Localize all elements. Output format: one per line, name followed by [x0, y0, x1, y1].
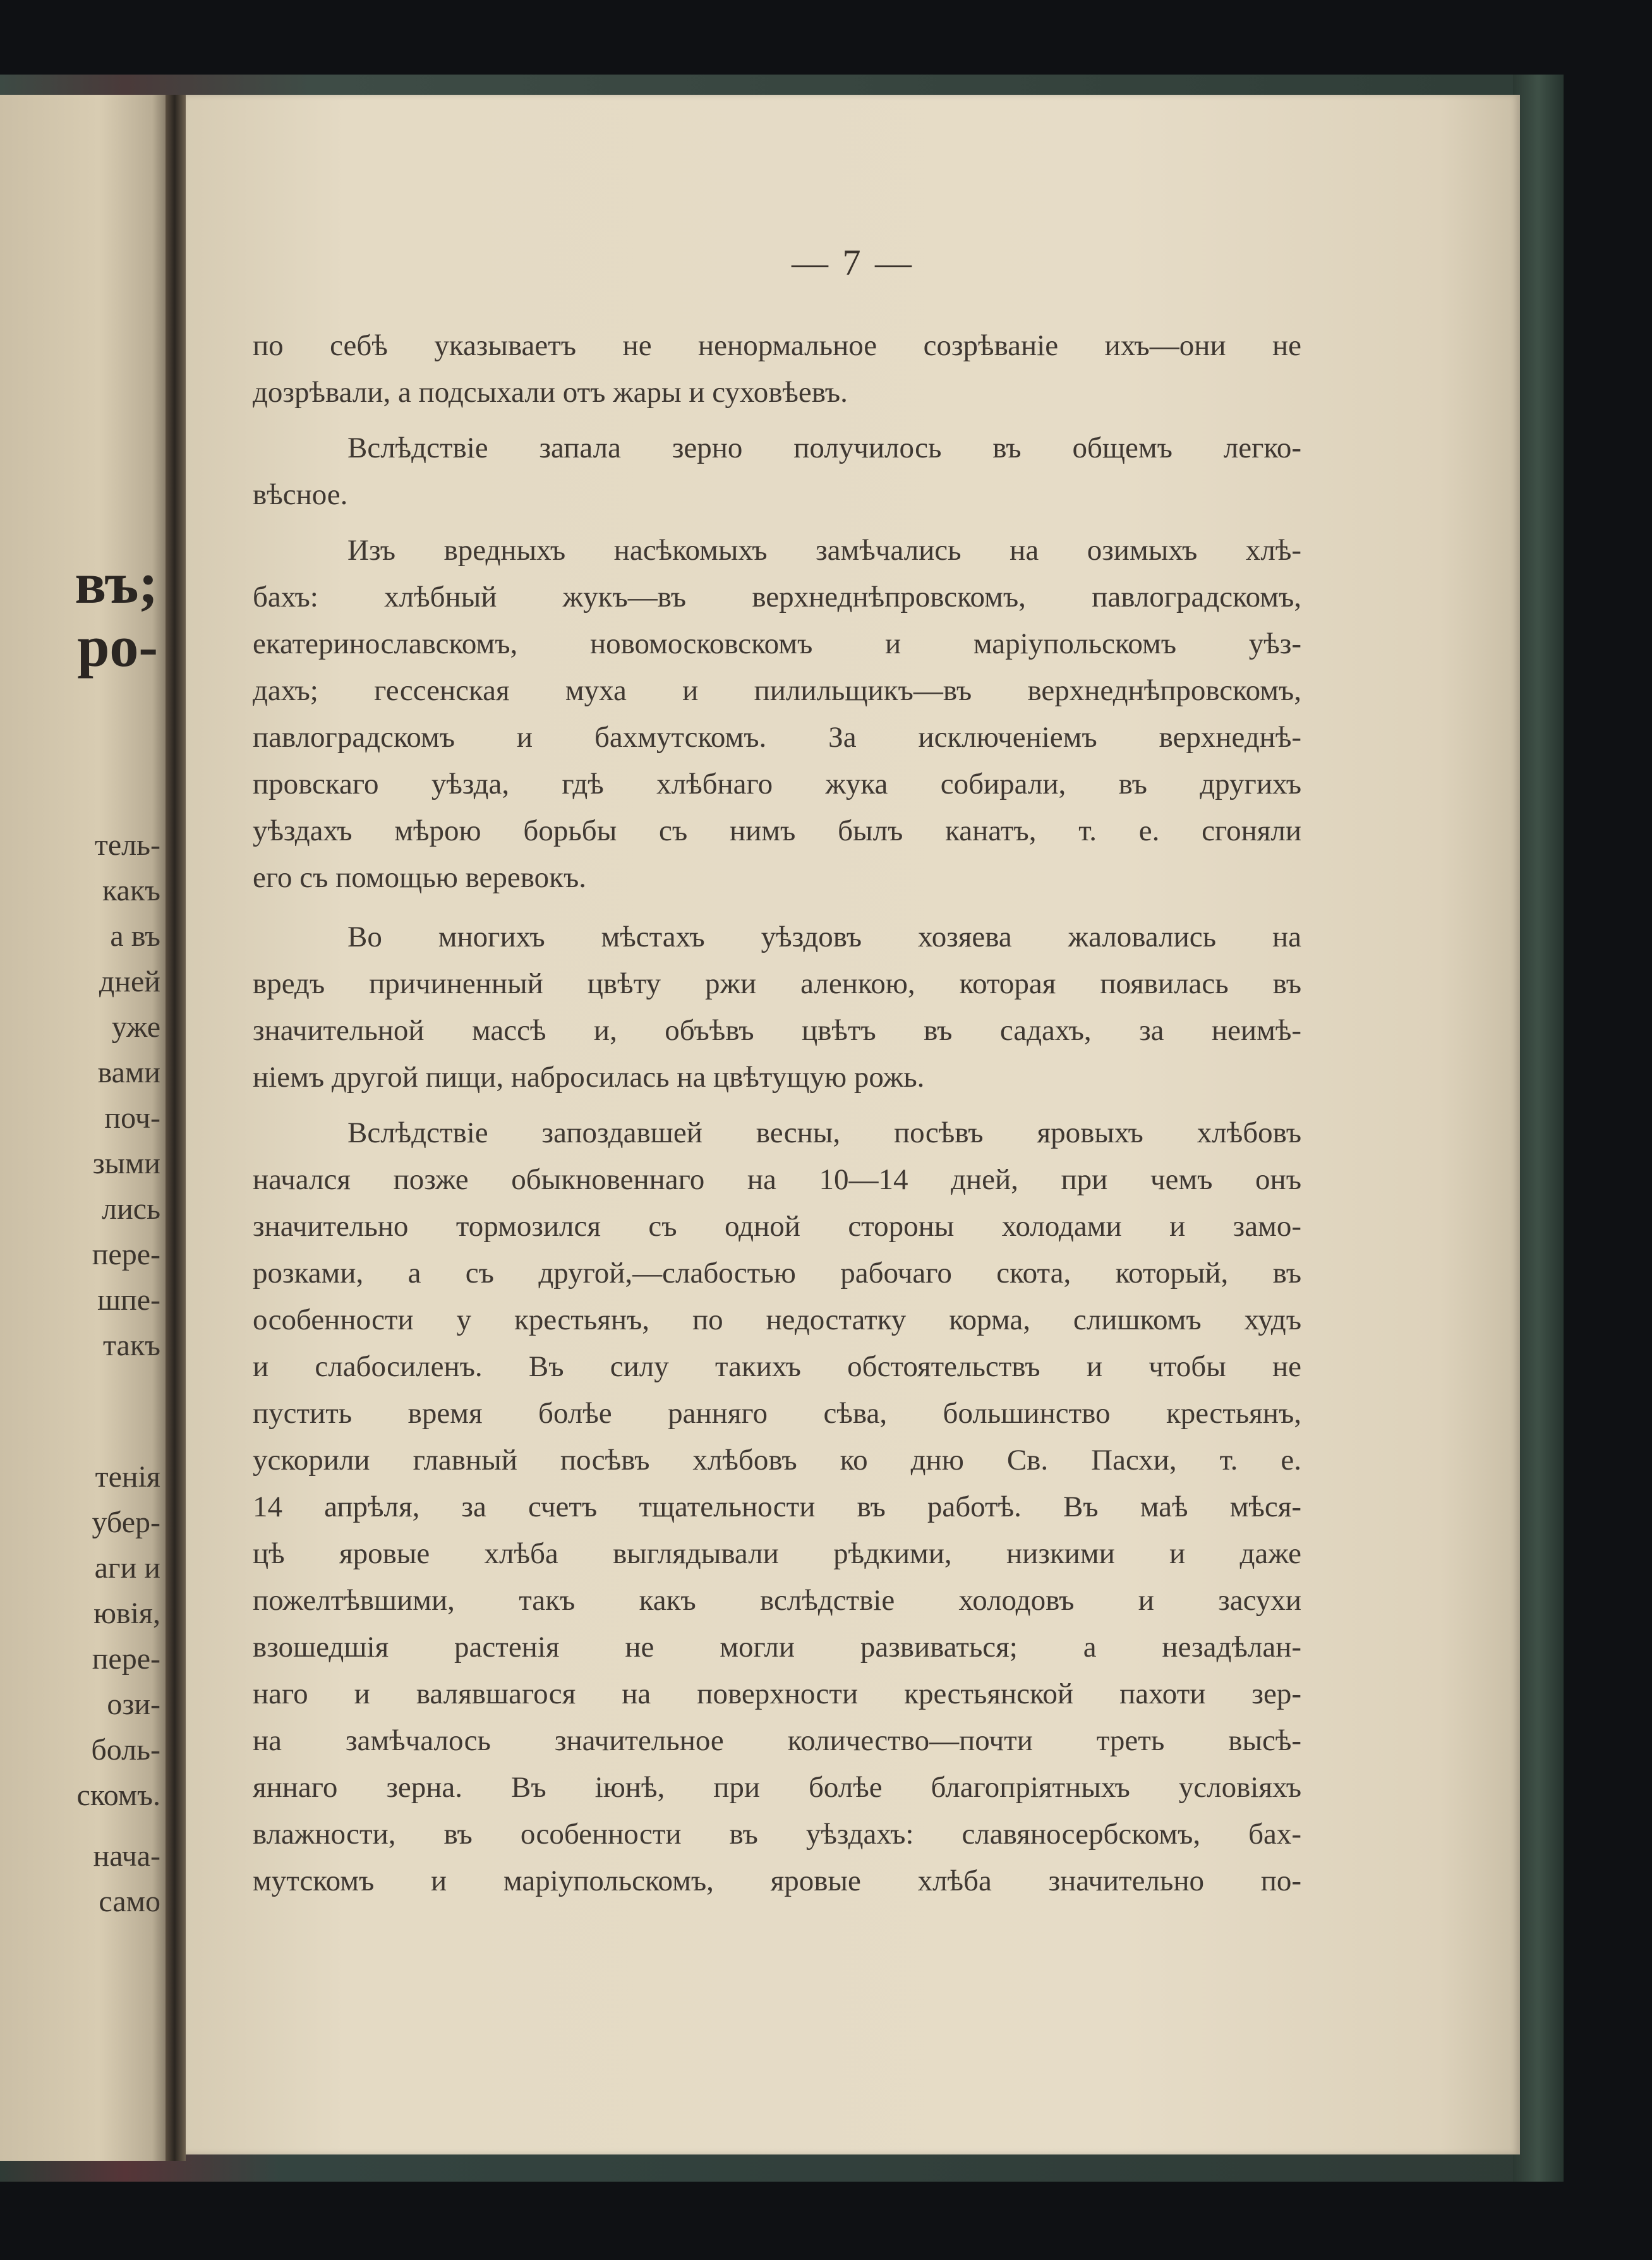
- text-line: значительно тормозился съ одной стороны холодами и замо-: [253, 1210, 1301, 1243]
- previous-page-line: скомъ.: [76, 1779, 160, 1812]
- previous-page-heading-line: въ;: [75, 551, 158, 615]
- text-line: наго и валявшагося на поверхности крестьянской пахоти зер-: [253, 1677, 1301, 1710]
- text-line: бахъ: хлѣбный жукъ—въ верхнеднѣпровскомъ, павлоградскомъ,: [253, 581, 1301, 613]
- book-page: [186, 95, 1520, 2154]
- text-line: вѣсное.: [253, 478, 348, 511]
- book-cover-bottom-edge: [0, 2151, 1560, 2182]
- previous-page-line: какъ: [102, 874, 160, 907]
- text-line: Во многихъ мѣстахъ уѣздовъ хозяева жаловались на: [347, 921, 1301, 953]
- text-line: на замѣчалось значительное количество—почти треть высѣ-: [253, 1724, 1301, 1757]
- text-line: особенности у крестьянъ, по недостатку корма, слишкомъ худъ: [253, 1303, 1301, 1336]
- previous-page-line: пере-: [92, 1238, 160, 1271]
- text-line: вредъ причиненный цвѣту ржи аленкою, которая появилась въ: [253, 967, 1301, 1000]
- previous-page-line: лись: [102, 1192, 160, 1226]
- previous-page-line: само: [99, 1885, 160, 1918]
- text-line: провскаго уѣзда, гдѣ хлѣбнаго жука собирали, въ другихъ: [253, 768, 1301, 801]
- previous-page-line: дней: [99, 965, 160, 998]
- text-line: яннаго зерна. Въ іюнѣ, при болѣе благопріятныхъ условіяхъ: [253, 1771, 1301, 1804]
- previous-page-line: такъ: [102, 1329, 160, 1362]
- previous-page-line: нача-: [93, 1839, 160, 1873]
- text-line: екатеринославскомъ, новомосковскомъ и маріупольскомъ уѣз-: [253, 627, 1301, 660]
- text-line: уѣздахъ мѣрою борьбы съ нимъ былъ канатъ, т. е. сгоняли: [253, 814, 1301, 847]
- text-line: Изъ вредныхъ насѣкомыхъ замѣчались на озимыхъ хлѣ-: [347, 534, 1301, 567]
- previous-page-line: зыми: [92, 1147, 160, 1180]
- book-cover-right-edge: [1513, 75, 1564, 2182]
- text-line: пожелтѣвшими, такъ какъ вслѣдствіе холодовъ и засухи: [253, 1584, 1301, 1617]
- book-gutter: [166, 95, 186, 2161]
- text-line: 14 апрѣля, за счетъ тщательности въ работѣ. Въ маѣ мѣся-: [253, 1490, 1301, 1523]
- text-line: взошедшія растенія не могли развиваться; а незадѣлан-: [253, 1631, 1301, 1664]
- text-line: ніемъ другой пищи, набросилась на цвѣтущую рожь.: [253, 1061, 925, 1094]
- previous-page-line: ювія,: [93, 1597, 160, 1630]
- previous-page-line: тель-: [94, 828, 160, 862]
- previous-page-line: вами: [97, 1056, 160, 1089]
- text-line: Вслѣдствіе запала зерно получилось въ общемъ легко-: [347, 432, 1301, 464]
- text-line: и слабосиленъ. Въ силу такихъ обстоятельствъ и чтобы не: [253, 1350, 1301, 1383]
- previous-page-line: шпе-: [97, 1283, 160, 1317]
- text-line: Вслѣдствіе запоздавшей весны, посѣвъ яровыхъ хлѣбовъ: [347, 1116, 1301, 1149]
- text-line: влажности, въ особенности въ уѣздахъ: славяносербскомъ, бах-: [253, 1818, 1301, 1851]
- previous-page-line: а въ: [110, 919, 160, 953]
- previous-page-line: уже: [111, 1010, 160, 1044]
- text-line: ускорили главный посѣвъ хлѣбовъ ко дню Св. Пасхи, т. е.: [253, 1444, 1301, 1477]
- text-line: цѣ яровые хлѣба выглядывали рѣдкими, низкими и даже: [253, 1537, 1301, 1570]
- previous-page-line: убер-: [92, 1506, 160, 1539]
- previous-page-heading-line: ро-: [77, 614, 158, 679]
- text-line: розками, а съ другой,—слабостью рабочаго скота, который, въ: [253, 1257, 1301, 1290]
- page-number: — 7 —: [792, 242, 914, 283]
- previous-page-line: тенія: [95, 1460, 160, 1494]
- previous-page: [0, 95, 166, 2161]
- text-line: дозрѣвали, а подсыхали отъ жары и суховѣевъ.: [253, 376, 848, 409]
- text-line: дахъ; гессенская муха и пилильщикъ—въ верхнеднѣпровскомъ,: [253, 674, 1301, 707]
- previous-page-line: ози-: [107, 1688, 160, 1721]
- text-line: мутскомъ и маріупольскомъ, яровые хлѣба значительно по-: [253, 1864, 1301, 1897]
- previous-page-line: боль-: [91, 1733, 160, 1767]
- previous-page-line: поч-: [104, 1101, 160, 1135]
- text-line: начался позже обыкновеннаго на 10—14 дней, при чемъ онъ: [253, 1163, 1301, 1196]
- text-line: его съ помощью веревокъ.: [253, 861, 587, 894]
- text-line: павлоградскомъ и бахмутскомъ. За исключеніемъ верхнеднѣ-: [253, 721, 1301, 754]
- previous-page-line: пере-: [92, 1642, 160, 1676]
- previous-page-line: аги и: [94, 1551, 160, 1585]
- text-line: по себѣ указываетъ не ненормальное созрѣваніе ихъ—они не: [253, 329, 1301, 362]
- text-line: значительной массѣ и, объѣвъ цвѣтъ въ садахъ, за неимѣ-: [253, 1014, 1301, 1047]
- text-line: пустить время болѣе ранняго сѣва, большинство крестьянъ,: [253, 1397, 1301, 1430]
